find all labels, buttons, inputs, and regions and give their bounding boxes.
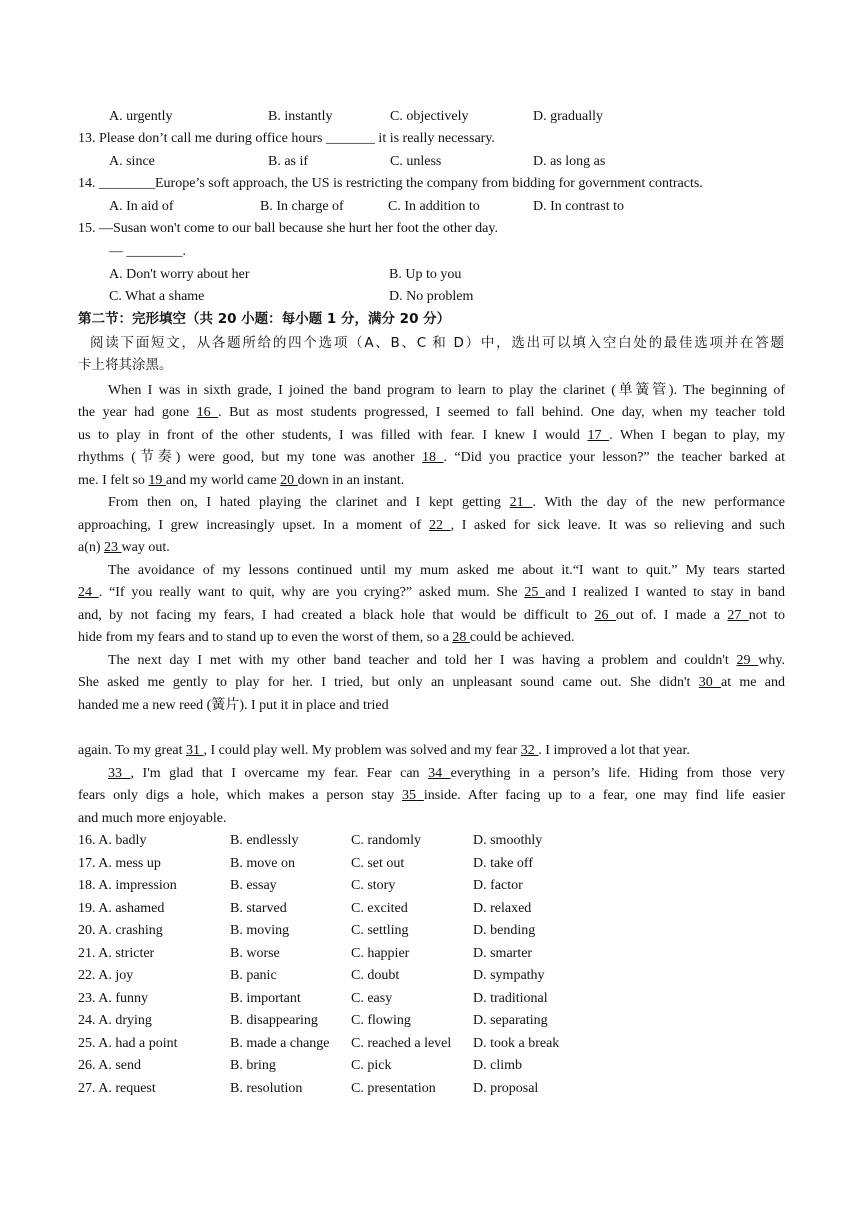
passage-line: the year had gone 16 . But as most students progressed, I seemed to fall behind. One day, when my teacher told	[78, 405, 786, 420]
passage-line: When I was in sixth grade, I joined the band program to learn to play the clarinet (单簧管). The beginning of	[108, 383, 785, 398]
q13-option-c: C. unless	[390, 154, 442, 169]
option-b: B. resolution	[230, 1080, 303, 1096]
q13-option-d: D. as long as	[533, 154, 606, 169]
option-c: C. doubt	[351, 968, 400, 983]
option-b: B. worse	[230, 945, 280, 961]
q12-option-a: A. urgently	[109, 109, 173, 124]
blank-30[interactable]: 30	[698, 675, 722, 690]
option-b: B. endlessly	[230, 833, 299, 848]
passage-line: 33 , I'm glad that I overcame my fear. Fear can 34 everything in a person’s life. Hiding from those very	[108, 766, 785, 781]
option-number-and-a: 17. A. mess up	[78, 855, 161, 871]
blank-23[interactable]: 23	[104, 540, 122, 555]
option-number-and-a: 19. A. ashamed	[78, 900, 165, 916]
q13-option-a: A. since	[109, 154, 155, 169]
option-number-and-a: 20. A. crashing	[78, 923, 163, 938]
blank-21[interactable]: 21	[509, 495, 533, 510]
option-number-and-a: 27. A. request	[78, 1080, 156, 1096]
option-b: B. made a change	[230, 1035, 330, 1051]
q15-stem: 15. —Susan won't come to our ball because she hurt her foot the other day.	[78, 221, 498, 236]
q14-option-c: C. In addition to	[388, 199, 480, 214]
q14-option-a: A. In aid of	[109, 199, 174, 214]
passage-line: and much more enjoyable.	[78, 811, 227, 826]
blank-32[interactable]: 32	[520, 743, 539, 758]
passage-line: From then on, I hated playing the clarinet and I kept getting 21 . With the day of the new performance	[108, 495, 785, 510]
option-number-and-a: 22. A. joy	[78, 968, 134, 983]
passage-line: The avoidance of my lessons continued until my mum asked me about it.“I want to quit.” My tears started	[108, 563, 785, 578]
blank-28[interactable]: 28	[452, 630, 470, 645]
passage-line: fears only digs a hole, which makes a person stay 35 inside. After facing up to a fear, one may find life easier	[78, 788, 785, 803]
option-c: C. flowing	[351, 1013, 411, 1028]
passage-line: approaching, I grew increasingly upset. In a moment of 22 , I asked for sick leave. It was so relieving and such	[78, 518, 785, 533]
option-number-and-a: 25. A. had a point	[78, 1035, 178, 1051]
blank-24[interactable]: 24	[78, 585, 99, 600]
option-c: C. settling	[351, 923, 409, 938]
blank-22[interactable]: 22	[428, 518, 451, 533]
option-b: B. important	[230, 990, 301, 1006]
blank-29[interactable]: 29	[736, 653, 759, 668]
option-c: C. randomly	[351, 833, 421, 848]
section-instructions-line2: 卡上将其涂黑。	[78, 357, 173, 373]
blank-31[interactable]: 31	[186, 743, 204, 758]
option-d: D. sympathy	[473, 968, 545, 983]
section-title: 第二节：完形填空（共 20 小题：每小题 1 分，满分 20 分）	[78, 311, 451, 327]
passage-line: She asked me gently to play for her. I tried, but only an unpleasant sound came out. She didn't 30 at me and	[78, 675, 786, 690]
passage-line: hide from my fears and to stand up to even the worst of them, so a 28 could be achieved.	[78, 630, 575, 645]
blank-20[interactable]: 20	[280, 473, 298, 488]
option-c: C. excited	[351, 900, 408, 916]
option-d: D. separating	[473, 1013, 548, 1028]
option-number-and-a: 16. A. badly	[78, 833, 147, 848]
q12-option-c: C. objectively	[390, 109, 469, 124]
q15-option-c: C. What a shame	[109, 289, 205, 304]
option-number-and-a: 24. A. drying	[78, 1013, 152, 1028]
q15-option-d: D. No problem	[389, 289, 474, 304]
passage-line: again. To my great 31 , I could play well. My problem was solved and my fear 32 . I improved a lot that year.	[78, 743, 690, 758]
option-c: C. story	[351, 878, 396, 893]
blank-25[interactable]: 25	[524, 585, 546, 600]
passage-line: The next day I met with my other band teacher and told her I was having a problem and couldn't 29 why.	[108, 653, 785, 668]
option-d: D. relaxed	[473, 900, 532, 916]
blank-34[interactable]: 34	[428, 766, 451, 781]
option-b: B. bring	[230, 1058, 276, 1073]
q14-option-d: D. In contrast to	[533, 199, 624, 214]
option-d: D. factor	[473, 878, 523, 893]
passage-line: handed me a new reed (簧片). I put it in place and tried	[78, 698, 389, 713]
option-c: C. presentation	[351, 1080, 436, 1096]
option-number-and-a: 21. A. stricter	[78, 945, 155, 961]
blank-19[interactable]: 19	[148, 473, 166, 488]
option-c: C. happier	[351, 945, 410, 961]
option-d: D. traditional	[473, 990, 548, 1006]
option-d: D. take off	[473, 855, 533, 871]
passage-line: rhythms (节奏) were good, but my tone was another 18 . “Did you practice your lesson?” the teacher barked at	[78, 450, 785, 465]
q15-option-b: B. Up to you	[389, 267, 462, 282]
option-d: D. smoothly	[473, 833, 543, 848]
passage-line: and, by not facing my fears, I had created a black hole that would be difficult to 26 out of. I made a 27 not to	[78, 608, 785, 623]
section-instructions-line1: 阅读下面短文，从各题所给的四个选项（A、B、C 和 D）中，选出可以填入空白处的最佳选项并在答题	[90, 335, 784, 351]
option-number-and-a: 18. A. impression	[78, 878, 177, 893]
option-b: B. essay	[230, 878, 277, 893]
passage-line: 24 . “If you really want to quit, why are you crying?” asked mum. She 25 and I realized I wanted to stay in band	[78, 585, 786, 600]
blank-27[interactable]: 27	[727, 608, 749, 623]
option-b: B. panic	[230, 968, 277, 983]
q12-option-b: B. instantly	[268, 109, 333, 124]
q15-option-a: A. Don't worry about her	[109, 267, 250, 282]
option-d: D. proposal	[473, 1080, 539, 1096]
option-number-and-a: 26. A. send	[78, 1058, 141, 1073]
option-b: B. move on	[230, 855, 295, 871]
blank-17[interactable]: 17	[587, 428, 610, 443]
option-number-and-a: 23. A. funny	[78, 990, 148, 1006]
q13-option-b: B. as if	[268, 154, 309, 169]
passage-line: me. I felt so 19 and my world came 20 down in an instant.	[78, 473, 405, 488]
option-c: C. reached a level	[351, 1035, 452, 1051]
option-d: D. climb	[473, 1058, 522, 1073]
blank-35[interactable]: 35	[401, 788, 424, 803]
blank-16[interactable]: 16	[196, 405, 219, 420]
q12-option-d: D. gradually	[533, 109, 603, 124]
option-b: B. moving	[230, 923, 290, 938]
option-c: C. pick	[351, 1058, 392, 1073]
option-d: D. bending	[473, 923, 536, 938]
q15-reply: — ________.	[109, 244, 186, 259]
blank-18[interactable]: 18	[422, 450, 444, 465]
passage-line: a(n) 23 way out.	[78, 540, 170, 555]
q14-option-b: B. In charge of	[260, 199, 344, 214]
blank-33[interactable]: 33	[108, 766, 131, 781]
passage-line: us to play in front of the other students, I was filled with fear. I knew I would 17 . When I began to play, my	[78, 428, 785, 443]
option-d: D. took a break	[473, 1035, 560, 1051]
option-b: B. starved	[230, 900, 287, 916]
option-d: D. smarter	[473, 945, 533, 961]
option-c: C. set out	[351, 855, 405, 871]
option-c: C. easy	[351, 990, 393, 1006]
q13-stem: 13. Please don’t call me during office hours _______ it is really necessary.	[78, 131, 495, 146]
q14-stem: 14. ________Europe’s soft approach, the US is restricting the company from bidding for government contracts.	[78, 176, 703, 191]
option-b: B. disappearing	[230, 1013, 318, 1028]
blank-26[interactable]: 26	[594, 608, 616, 623]
